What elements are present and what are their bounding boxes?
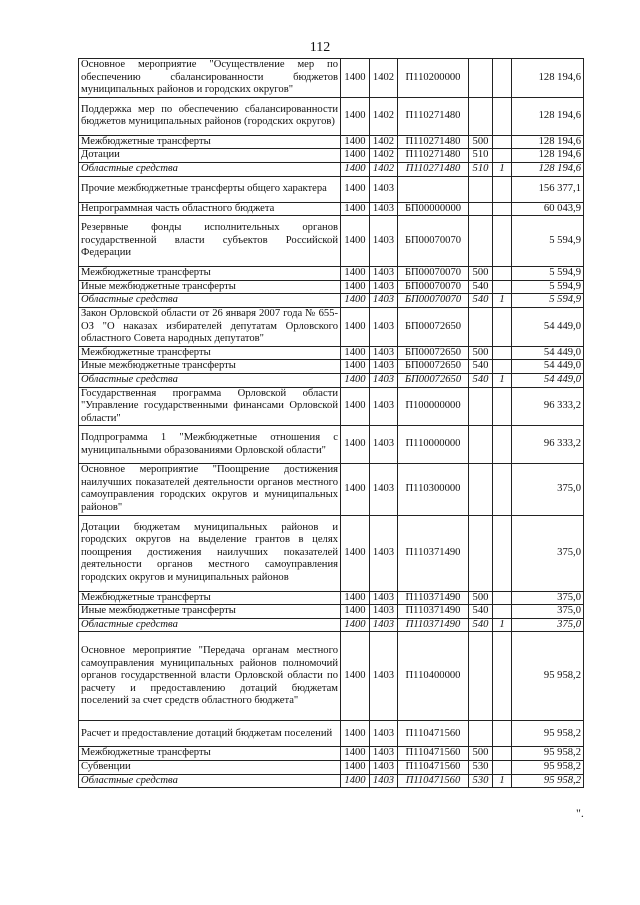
expense-type-code: 500 [469,267,493,281]
amount: 156 377,1 [512,176,584,202]
podrazdel-code: 1402 [370,135,398,149]
table-row [79,346,584,360]
row-name: Закон Орловской области от 26 января 2007 года № 655-ОЗ "О наказах избирателей депутатам Орловского областного Совета народных депутатов" [79,307,341,346]
target-article-code: П100000000 [398,387,469,426]
target-article-code: БП00070070 [398,267,469,281]
amount: 54 449,0 [512,307,584,346]
row-name: Иные межбюджетные трансферты [79,360,341,374]
razdel-code: 1400 [341,747,370,761]
table-row [79,97,584,135]
amount: 60 043,9 [512,202,584,216]
budget-table-body [79,59,584,788]
row-name: Государственная программа Орловской области "Управление государственными финансами Орловской области" [79,387,341,426]
podrazdel-code: 1403 [370,605,398,619]
razdel-code: 1400 [341,294,370,308]
podrazdel-code: 1403 [370,176,398,202]
razdel-code: 1400 [341,515,370,591]
expense-type-code [469,721,493,747]
razdel-code: 1400 [341,721,370,747]
razdel-code: 1400 [341,632,370,721]
funding-source-code [493,135,512,149]
target-article-code: БП00070070 [398,216,469,267]
funding-source-code [493,605,512,619]
amount: 375,0 [512,618,584,632]
amount: 96 333,2 [512,426,584,464]
amount: 5 594,9 [512,216,584,267]
expense-type-code [469,216,493,267]
expense-type-code [469,387,493,426]
razdel-code: 1400 [341,202,370,216]
row-name: Основное мероприятие "Передача органам местного самоуправления муниципальных районов полномочий органов государственной власти Орловской области по расчету и предоставлению дотаций бюджетам поселений за счет средств областного бюджета" [79,632,341,721]
podrazdel-code: 1403 [370,294,398,308]
podrazdel-code: 1403 [370,267,398,281]
razdel-code: 1400 [341,307,370,346]
razdel-code: 1400 [341,97,370,135]
row-name: Дотации [79,149,341,163]
podrazdel-code: 1403 [370,387,398,426]
table-row [79,591,584,605]
row-name: Иные межбюджетные трансферты [79,280,341,294]
podrazdel-code: 1403 [370,360,398,374]
target-article-code: П110371490 [398,618,469,632]
row-name: Непрограммная часть областного бюджета [79,202,341,216]
amount: 375,0 [512,591,584,605]
podrazdel-code: 1403 [370,721,398,747]
target-article-code: П110371490 [398,515,469,591]
expense-type-code: 510 [469,149,493,163]
podrazdel-code: 1403 [370,464,398,515]
podrazdel-code: 1402 [370,59,398,98]
row-name: Основное мероприятие "Поощрение достижения наилучших показателей деятельности органов местного самоуправления городских округов и муниципальных районов" [79,464,341,515]
amount: 375,0 [512,464,584,515]
amount: 54 449,0 [512,373,584,387]
amount: 95 958,2 [512,632,584,721]
razdel-code: 1400 [341,280,370,294]
target-article-code: П110271480 [398,97,469,135]
row-name: Областные средства [79,618,341,632]
razdel-code: 1400 [341,162,370,176]
target-article-code: БП00072650 [398,373,469,387]
funding-source-code [493,202,512,216]
expense-type-code [469,59,493,98]
row-name: Субвенции [79,761,341,775]
expense-type-code [469,515,493,591]
expense-type-code [469,426,493,464]
table-row [79,216,584,267]
amount: 128 194,6 [512,149,584,163]
table-row [79,774,584,788]
table-row [79,294,584,308]
funding-source-code [493,515,512,591]
funding-source-code [493,632,512,721]
target-article-code: БП00000000 [398,202,469,216]
funding-source-code [493,280,512,294]
podrazdel-code: 1403 [370,632,398,721]
target-article-code: П110371490 [398,605,469,619]
amount: 5 594,9 [512,267,584,281]
funding-source-code [493,307,512,346]
target-article-code: БП00072650 [398,307,469,346]
amount: 95 958,2 [512,761,584,775]
row-name: Основное мероприятие "Осуществление мер по обеспечению сбалансированности бюджетов муниципальных районов и городских округов" [79,59,341,98]
podrazdel-code: 1403 [370,774,398,788]
funding-source-code [493,216,512,267]
row-name: Поддержка мер по обеспечению сбалансированности бюджетов муниципальных районов (городских округов) [79,97,341,135]
row-name: Областные средства [79,294,341,308]
expense-type-code: 540 [469,605,493,619]
target-article-code: БП00072650 [398,360,469,374]
row-name: Межбюджетные трансферты [79,135,341,149]
funding-source-code: 1 [493,618,512,632]
row-name: Межбюджетные трансферты [79,267,341,281]
table-row [79,721,584,747]
funding-source-code [493,591,512,605]
razdel-code: 1400 [341,373,370,387]
expense-type-code [469,202,493,216]
podrazdel-code: 1403 [370,307,398,346]
funding-source-code [493,267,512,281]
target-article-code: БП00070070 [398,280,469,294]
target-article-code: П110471560 [398,747,469,761]
expense-type-code: 500 [469,135,493,149]
razdel-code: 1400 [341,346,370,360]
table-row [79,373,584,387]
expense-type-code [469,176,493,202]
razdel-code: 1400 [341,464,370,515]
podrazdel-code: 1403 [370,216,398,267]
razdel-code: 1400 [341,267,370,281]
podrazdel-code: 1403 [370,426,398,464]
razdel-code: 1400 [341,387,370,426]
podrazdel-code: 1402 [370,149,398,163]
target-article-code: П110271480 [398,162,469,176]
table-row [79,162,584,176]
amount: 96 333,2 [512,387,584,426]
podrazdel-code: 1402 [370,97,398,135]
razdel-code: 1400 [341,761,370,775]
table-row [79,280,584,294]
funding-source-code: 1 [493,294,512,308]
razdel-code: 1400 [341,135,370,149]
amount: 5 594,9 [512,294,584,308]
target-article-code: П110371490 [398,591,469,605]
target-article-code: П110471560 [398,761,469,775]
funding-source-code [493,97,512,135]
row-name: Межбюджетные трансферты [79,346,341,360]
row-name: Иные межбюджетные трансферты [79,605,341,619]
razdel-code: 1400 [341,774,370,788]
table-row [79,464,584,515]
amount: 128 194,6 [512,97,584,135]
table-row [79,515,584,591]
table-row [79,149,584,163]
target-article-code: П110271480 [398,149,469,163]
funding-source-code [493,360,512,374]
funding-source-code: 1 [493,774,512,788]
razdel-code: 1400 [341,618,370,632]
amount: 128 194,6 [512,59,584,98]
podrazdel-code: 1403 [370,515,398,591]
amount: 54 449,0 [512,360,584,374]
podrazdel-code: 1403 [370,618,398,632]
target-article-code: П110471560 [398,774,469,788]
table-row [79,267,584,281]
row-name: Подпрограмма 1 "Межбюджетные отношения с муниципальными образованиями Орловской области" [79,426,341,464]
funding-source-code [493,346,512,360]
target-article-code: П110471560 [398,721,469,747]
target-article-code: БП00070070 [398,294,469,308]
funding-source-code [493,464,512,515]
podrazdel-code: 1403 [370,761,398,775]
table-row [79,202,584,216]
funding-source-code [493,721,512,747]
razdel-code: 1400 [341,605,370,619]
expense-type-code: 540 [469,373,493,387]
target-article-code: П110271480 [398,135,469,149]
closing-quote: ". [576,806,584,820]
row-name: Расчет и предоставление дотаций бюджетам поселений [79,721,341,747]
funding-source-code [493,387,512,426]
razdel-code: 1400 [341,591,370,605]
amount: 95 958,2 [512,747,584,761]
amount: 128 194,6 [512,135,584,149]
row-name: Областные средства [79,373,341,387]
amount: 54 449,0 [512,346,584,360]
razdel-code: 1400 [341,360,370,374]
row-name: Межбюджетные трансферты [79,591,341,605]
expense-type-code [469,307,493,346]
target-article-code: П110000000 [398,426,469,464]
row-name: Резервные фонды исполнительных органов государственной власти субъектов Российской Федерации [79,216,341,267]
funding-source-code: 1 [493,373,512,387]
funding-source-code [493,747,512,761]
table-row [79,618,584,632]
expense-type-code: 500 [469,747,493,761]
podrazdel-code: 1403 [370,747,398,761]
expense-type-code: 530 [469,774,493,788]
expense-type-code: 500 [469,346,493,360]
target-article-code: П110400000 [398,632,469,721]
funding-source-code: 1 [493,162,512,176]
expense-type-code: 540 [469,618,493,632]
table-row [79,360,584,374]
podrazdel-code: 1403 [370,591,398,605]
amount: 375,0 [512,605,584,619]
row-name: Областные средства [79,774,341,788]
podrazdel-code: 1403 [370,280,398,294]
podrazdel-code: 1403 [370,373,398,387]
row-name: Прочие межбюджетные трансферты общего характера [79,176,341,202]
funding-source-code [493,59,512,98]
expense-type-code [469,97,493,135]
amount: 375,0 [512,515,584,591]
razdel-code: 1400 [341,216,370,267]
row-name: Межбюджетные трансферты [79,747,341,761]
expense-type-code [469,464,493,515]
razdel-code: 1400 [341,426,370,464]
table-row [79,387,584,426]
row-name: Областные средства [79,162,341,176]
razdel-code: 1400 [341,176,370,202]
table-row [79,761,584,775]
table-row [79,135,584,149]
expense-type-code: 500 [469,591,493,605]
target-article-code: БП00072650 [398,346,469,360]
expense-type-code: 510 [469,162,493,176]
table-row [79,426,584,464]
target-article-code: П110200000 [398,59,469,98]
funding-source-code [493,149,512,163]
podrazdel-code: 1403 [370,202,398,216]
row-name: Дотации бюджетам муниципальных районов и городских округов на выделение грантов в целях поощрения достижения наилучших показателей деятельности органов местного самоуправления городских округов и муниципальных районов [79,515,341,591]
razdel-code: 1400 [341,59,370,98]
funding-source-code [493,426,512,464]
table-row [79,632,584,721]
expense-type-code: 530 [469,761,493,775]
amount: 95 958,2 [512,721,584,747]
expense-type-code: 540 [469,280,493,294]
table-row [79,307,584,346]
expense-type-code [469,632,493,721]
table-row [79,747,584,761]
target-article-code [398,176,469,202]
podrazdel-code: 1403 [370,346,398,360]
funding-source-code [493,176,512,202]
razdel-code: 1400 [341,149,370,163]
table-row [79,605,584,619]
target-article-code: П110300000 [398,464,469,515]
amount: 5 594,9 [512,280,584,294]
amount: 128 194,6 [512,162,584,176]
expense-type-code: 540 [469,294,493,308]
table-row [79,176,584,202]
funding-source-code [493,761,512,775]
podrazdel-code: 1402 [370,162,398,176]
amount: 95 958,2 [512,774,584,788]
page-number: 112 [309,40,331,55]
expense-type-code: 540 [469,360,493,374]
budget-table [78,58,584,788]
table-row [79,59,584,98]
